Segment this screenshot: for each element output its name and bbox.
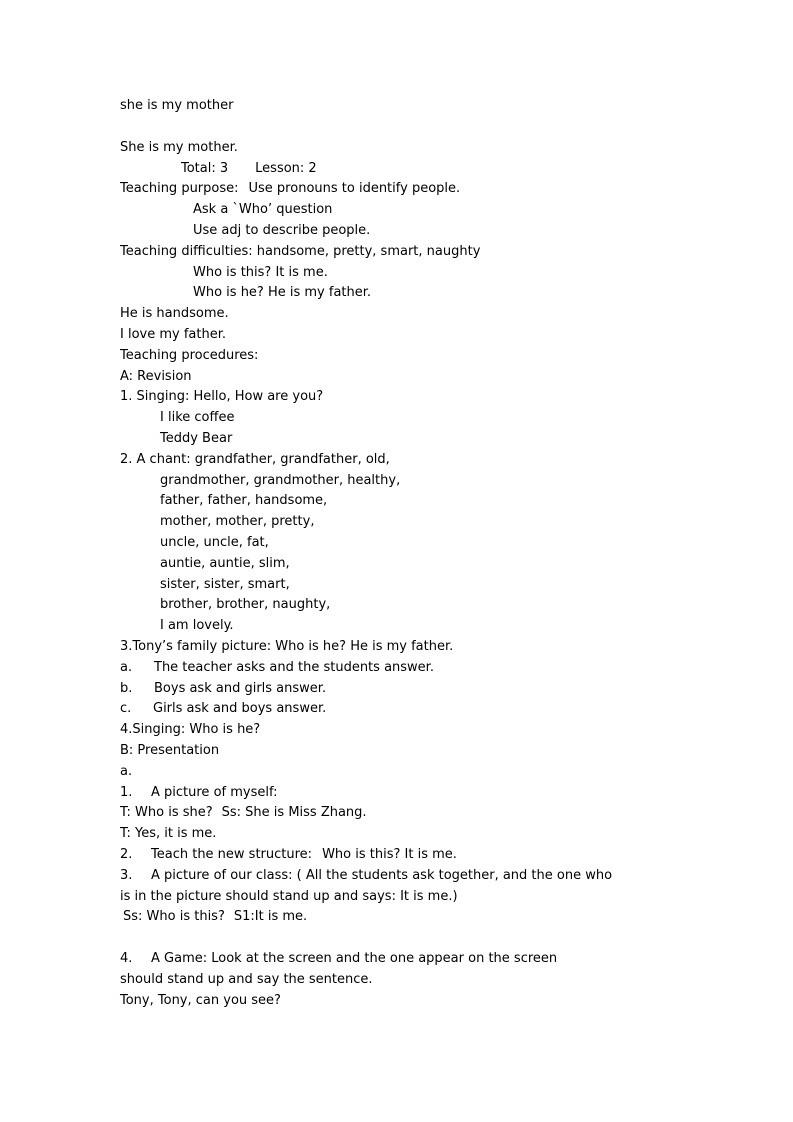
text-line: I love my father. bbox=[120, 327, 227, 342]
step-item bbox=[120, 866, 612, 886]
difficulties-example: Who is this? It is me. bbox=[193, 265, 328, 280]
lesson-title: She is my mother. bbox=[120, 140, 238, 155]
chant-line: mother, mother, pretty, bbox=[160, 514, 315, 529]
step-number: 1. bbox=[120, 785, 133, 800]
teacher-line: T: Who is she? bbox=[120, 805, 213, 820]
step-text: A picture of myself: bbox=[151, 785, 278, 800]
teaching-purpose-item: Use pronouns to identify people. bbox=[248, 181, 461, 196]
sub-item bbox=[120, 658, 434, 678]
sub-item bbox=[120, 679, 326, 699]
chant-line: auntie, auntie, slim, bbox=[160, 556, 290, 571]
procedure-item: 3.Tony’s family picture: Who is he? He is my father. bbox=[120, 639, 454, 654]
student-line: S1:It is me. bbox=[233, 909, 308, 924]
step-text: Teach the new structure: bbox=[151, 847, 313, 862]
teaching-purpose-label: Teaching purpose: bbox=[120, 181, 239, 196]
chant-line: grandmother, grandmother, healthy, bbox=[160, 473, 401, 488]
step-text-continued: is in the picture should stand up and says: It is me.) bbox=[120, 889, 458, 904]
dialogue-line bbox=[120, 803, 367, 823]
rhyme-line: Tony, Tony, can you see? bbox=[120, 993, 281, 1008]
sub-item-text: Girls ask and boys answer. bbox=[153, 701, 327, 716]
section-revision-heading: A: Revision bbox=[120, 369, 192, 384]
sub-item-text: Boys ask and girls answer. bbox=[154, 681, 327, 696]
sub-item-marker: a. bbox=[120, 660, 133, 675]
song-title: I like coffee bbox=[160, 410, 235, 425]
section-presentation-heading: B: Presentation bbox=[120, 743, 220, 758]
chant-line: sister, sister, smart, bbox=[160, 577, 290, 592]
teaching-difficulties: Teaching difficulties: handsome, pretty, smart, naughty bbox=[120, 244, 481, 259]
document-heading: she is my mother bbox=[120, 98, 234, 113]
sub-item bbox=[120, 699, 326, 719]
step-text: A Game: Look at the screen and the one appear on the screen bbox=[151, 951, 558, 966]
teaching-purpose bbox=[120, 179, 460, 199]
procedure-item: 2. A chant: grandfather, grandfather, old, bbox=[120, 452, 390, 467]
text-line: He is handsome. bbox=[120, 306, 229, 321]
chant-line: uncle, uncle, fat, bbox=[160, 535, 269, 550]
sub-item-marker: b. bbox=[120, 681, 133, 696]
step-text: A picture of our class: ( All the students ask together, and the one who bbox=[151, 868, 613, 883]
procedure-item: 1. Singing: Hello, How are you? bbox=[120, 389, 324, 404]
sub-item-marker: a. bbox=[120, 764, 133, 779]
step-item bbox=[120, 949, 557, 969]
students-line: Ss: She is Miss Zhang. bbox=[221, 805, 367, 820]
dialogue-line bbox=[123, 907, 307, 927]
lesson-number: Lesson: 2 bbox=[255, 161, 317, 176]
structure-example: Who is this? It is me. bbox=[322, 847, 457, 862]
lesson-info bbox=[181, 159, 317, 179]
step-item bbox=[120, 845, 457, 865]
chant-line: father, father, handsome, bbox=[160, 493, 328, 508]
chant-line: I am lovely. bbox=[160, 618, 234, 633]
procedure-item: 4.Singing: Who is he? bbox=[120, 722, 261, 737]
step-text-continued: should stand up and say the sentence. bbox=[120, 972, 373, 987]
chant-line: brother, brother, naughty, bbox=[160, 597, 331, 612]
students-line: Ss: Who is this? bbox=[123, 909, 225, 924]
total-count: Total: 3 bbox=[181, 161, 229, 176]
song-title: Teddy Bear bbox=[160, 431, 233, 446]
sub-item-marker: c. bbox=[120, 701, 132, 716]
teaching-procedures-heading: Teaching procedures: bbox=[120, 348, 259, 363]
teaching-purpose-item: Ask a `Who’ question bbox=[193, 202, 333, 217]
teaching-purpose-item: Use adj to describe people. bbox=[193, 223, 371, 238]
step-number: 4. bbox=[120, 951, 133, 966]
difficulties-example: Who is he? He is my father. bbox=[193, 285, 372, 300]
step-number: 3. bbox=[120, 868, 133, 883]
step-item bbox=[120, 783, 277, 803]
step-number: 2. bbox=[120, 847, 133, 862]
sub-item-text: The teacher asks and the students answer. bbox=[154, 660, 434, 675]
teacher-line: T: Yes, it is me. bbox=[120, 826, 217, 841]
